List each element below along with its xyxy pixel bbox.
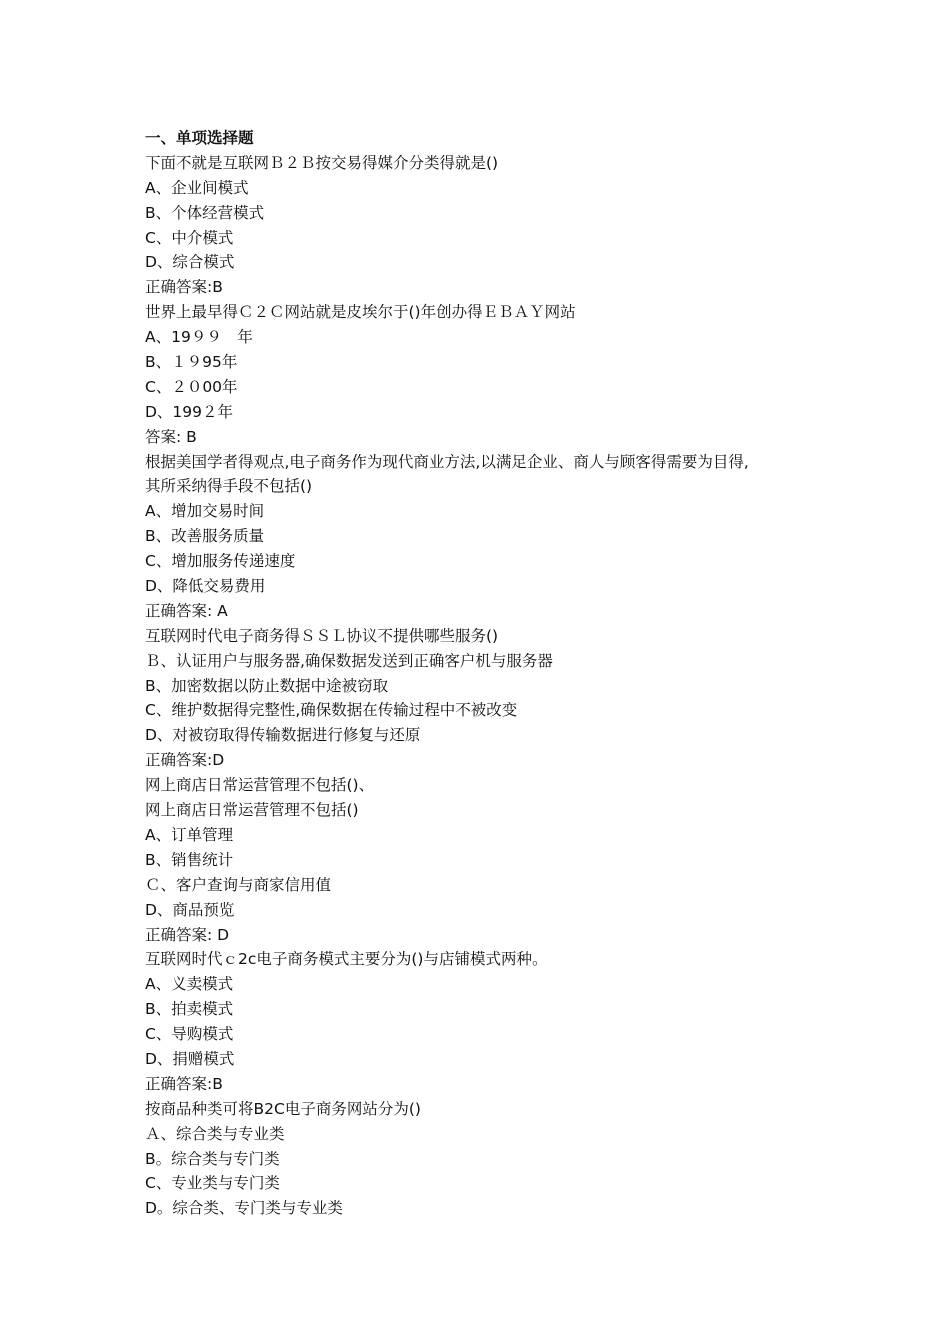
option-b: B、改善服务质量 xyxy=(145,527,265,546)
option-c: C、增加服务传递速度 xyxy=(145,552,296,571)
option-a: A、增加交易时间 xyxy=(145,502,265,521)
option-d: D、商品预览 xyxy=(145,900,235,919)
option-b: B、拍卖模式 xyxy=(145,1000,234,1019)
question-text: 互联网时代ｃ2c电子商务模式主要分为()与店铺模式两种。 xyxy=(145,950,548,969)
option-c: C、中介模式 xyxy=(145,228,234,247)
question-3 xyxy=(145,450,845,624)
question-1 xyxy=(145,151,845,300)
document-page xyxy=(145,126,845,1221)
question-4 xyxy=(145,624,845,773)
option-c: Ｃ、客户查询与商家信用值 xyxy=(145,875,332,894)
option-a: Ａ、综合类与专业类 xyxy=(145,1124,285,1143)
option-a: A、订单管理 xyxy=(145,825,234,844)
answer: 正确答案:B xyxy=(145,278,223,297)
option-d: D、捐赠模式 xyxy=(145,1049,235,1068)
option-c: C、维护数据得完整性,确保数据在传输过程中不被改变 xyxy=(145,701,518,720)
question-6 xyxy=(145,947,845,1096)
answer: 正确答案:D xyxy=(145,751,225,770)
question-7 xyxy=(145,1097,845,1221)
option-c: C、导购模式 xyxy=(145,1025,234,1044)
answer: 答案: B xyxy=(145,427,197,446)
answer: 正确答案:B xyxy=(145,1074,223,1093)
question-text-repeated: 网上商店日常运营管理不包括() xyxy=(145,801,359,820)
question-text: 网上商店日常运营管理不包括()、 xyxy=(145,776,375,795)
answer: 正确答案: D xyxy=(145,925,230,944)
answer: 正确答案: A xyxy=(145,601,228,620)
option-b: B、个体经营模式 xyxy=(145,203,265,222)
question-text: 下面不就是互联网Ｂ２Ｂ按交易得媒介分类得就是() xyxy=(145,153,499,172)
question-text: 根据美国学者得观点,电子商务作为现代商业方法,以满足企业、商人与顾客得需要为目得, xyxy=(145,452,749,471)
option-a: A、企业间模式 xyxy=(145,178,249,197)
question-text-continued: 其所采纳得手段不包括() xyxy=(145,477,313,496)
question-2 xyxy=(145,300,845,449)
question-text: 互联网时代电子商务得ＳＳＬ协议不提供哪些服务() xyxy=(145,626,499,645)
option-c: C、２０00年 xyxy=(145,377,238,396)
option-b: B、加密数据以防止数据中途被窃取 xyxy=(145,676,389,695)
option-d: D、对被窃取得传输数据进行修复与还原 xyxy=(145,726,421,745)
option-a: A、19９９ 年 xyxy=(145,328,253,347)
option-b: B。综合类与专门类 xyxy=(145,1149,280,1168)
option-b: B、销售统计 xyxy=(145,850,234,869)
option-d: D、降低交易费用 xyxy=(145,577,266,596)
option-d: D。综合类、专门类与专业类 xyxy=(145,1199,343,1218)
question-5 xyxy=(145,773,845,947)
option-a: Ｂ、认证用户与服务器,确保数据发送到正确客户机与服务器 xyxy=(145,651,553,670)
option-c: C、专业类与专门类 xyxy=(145,1174,280,1193)
option-a: A、义卖模式 xyxy=(145,975,234,994)
question-text: 世界上最早得Ｃ２Ｃ网站就是皮埃尔于()年创办得ＥＢＡＹ网站 xyxy=(145,303,576,322)
section-title: 一、单项选择题 xyxy=(145,129,254,147)
option-d: D、199２年 xyxy=(145,402,234,421)
question-text: 按商品种类可将B2C电子商务网站分为() xyxy=(145,1099,421,1118)
option-d: D、综合模式 xyxy=(145,253,235,272)
option-b: B、１９95年 xyxy=(145,353,238,372)
